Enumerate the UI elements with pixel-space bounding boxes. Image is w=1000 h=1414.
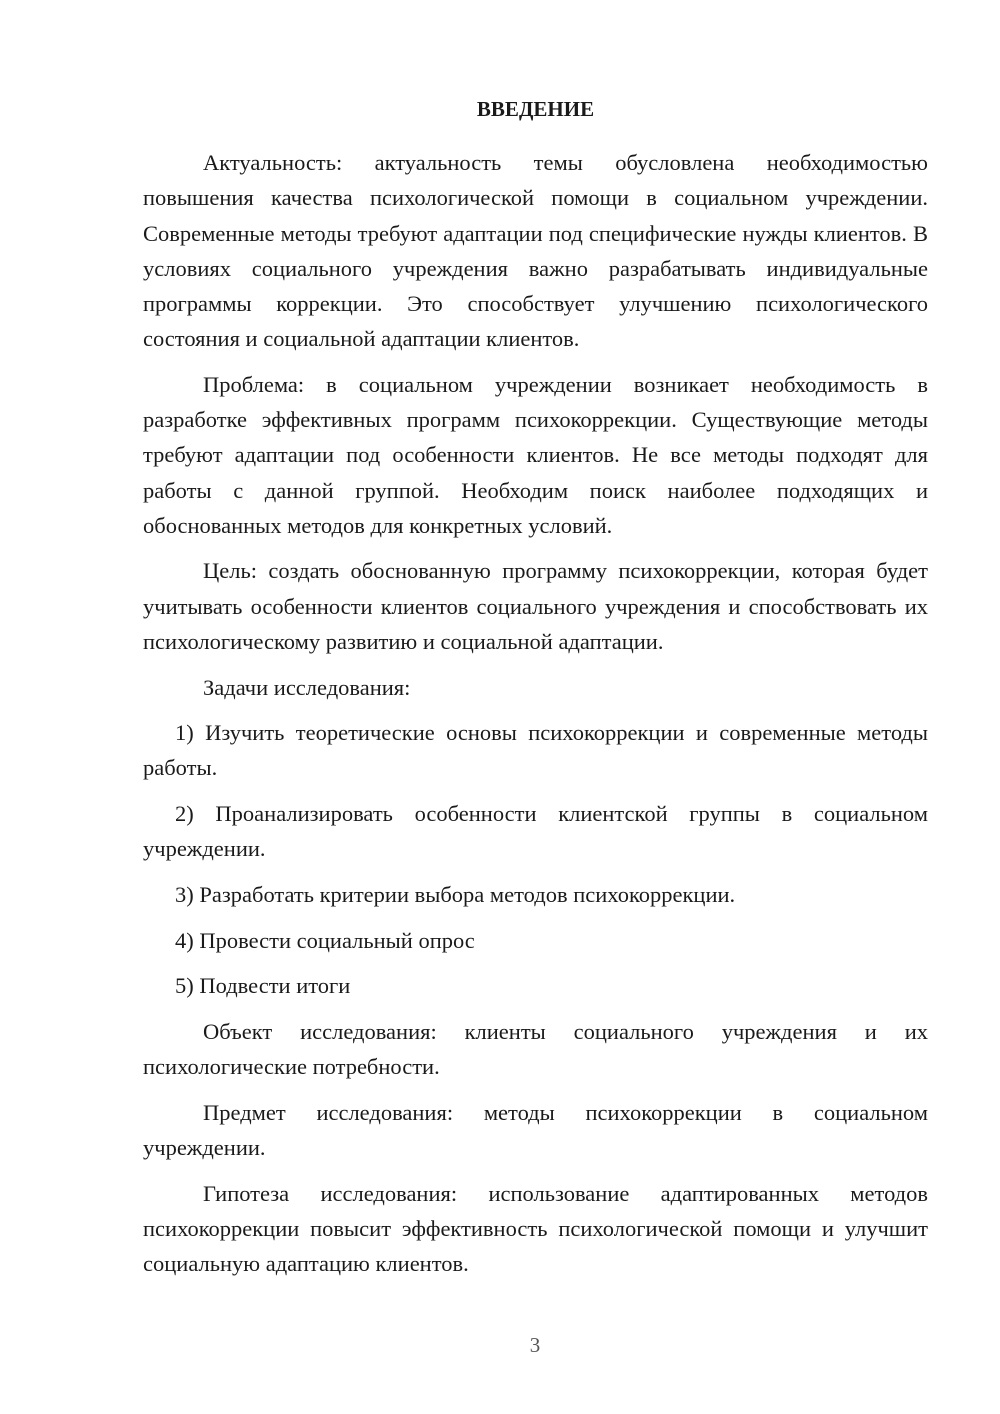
task-item: 5) Подвести итоги xyxy=(175,973,351,999)
hypothesis-paragraph: Гипотеза исследования: использование адаптированных методов психокоррекции повысит эффективность психологической помощи и улучшит социальную адаптацию клиентов. xyxy=(143,1180,928,1277)
page-content xyxy=(143,92,928,1292)
page-number: 3 xyxy=(529,1333,541,1357)
relevance-paragraph: Актуальность: актуальность темы обусловлена необходимостью повышения качества психологической помощи в социальном учреждении. Современные методы требуют адаптации под специфические нужды клиентов. В условиях социального учреждения важно разрабатывать индивидуальные программы коррекции. Это способствует улучшению психологического состояния и социальной адаптации клиентов. xyxy=(143,150,928,352)
tasks-list xyxy=(143,715,928,1003)
tasks-heading: Задачи исследования: xyxy=(203,674,411,700)
object-paragraph: Объект исследования: клиенты социального учреждения и их психологические потребности. xyxy=(143,1019,928,1080)
task-item: 1) Изучить теоретические основы психокоррекции и современные методы работы. xyxy=(143,720,928,781)
problem-paragraph: Проблема: в социальном учреждении возникает необходимость в разработке эффективных программ психокоррекции. Существующие методы требуют адаптации под особенности клиентов. Не все методы подходят для работы с данной группой. Необходим поиск наиболее подходящих и обоснованных методов для конкретных условий. xyxy=(143,371,928,538)
page-title: ВВЕДЕНИЕ xyxy=(476,97,595,121)
goal-paragraph: Цель: создать обоснованную программу психокоррекции, которая будет учитывать особенности клиентов социального учреждения и способствовать их психологическому развитию и социальной адаптации. xyxy=(143,558,928,654)
task-item: 2) Проанализировать особенности клиентской группы в социальном учреждении. xyxy=(143,801,928,862)
task-item: 3) Разработать критерии выбора методов психокоррекции. xyxy=(175,882,736,908)
task-item: 4) Провести социальный опрос xyxy=(175,927,475,953)
subject-paragraph: Предмет исследования: методы психокоррекции в социальном учреждении. xyxy=(143,1100,928,1161)
